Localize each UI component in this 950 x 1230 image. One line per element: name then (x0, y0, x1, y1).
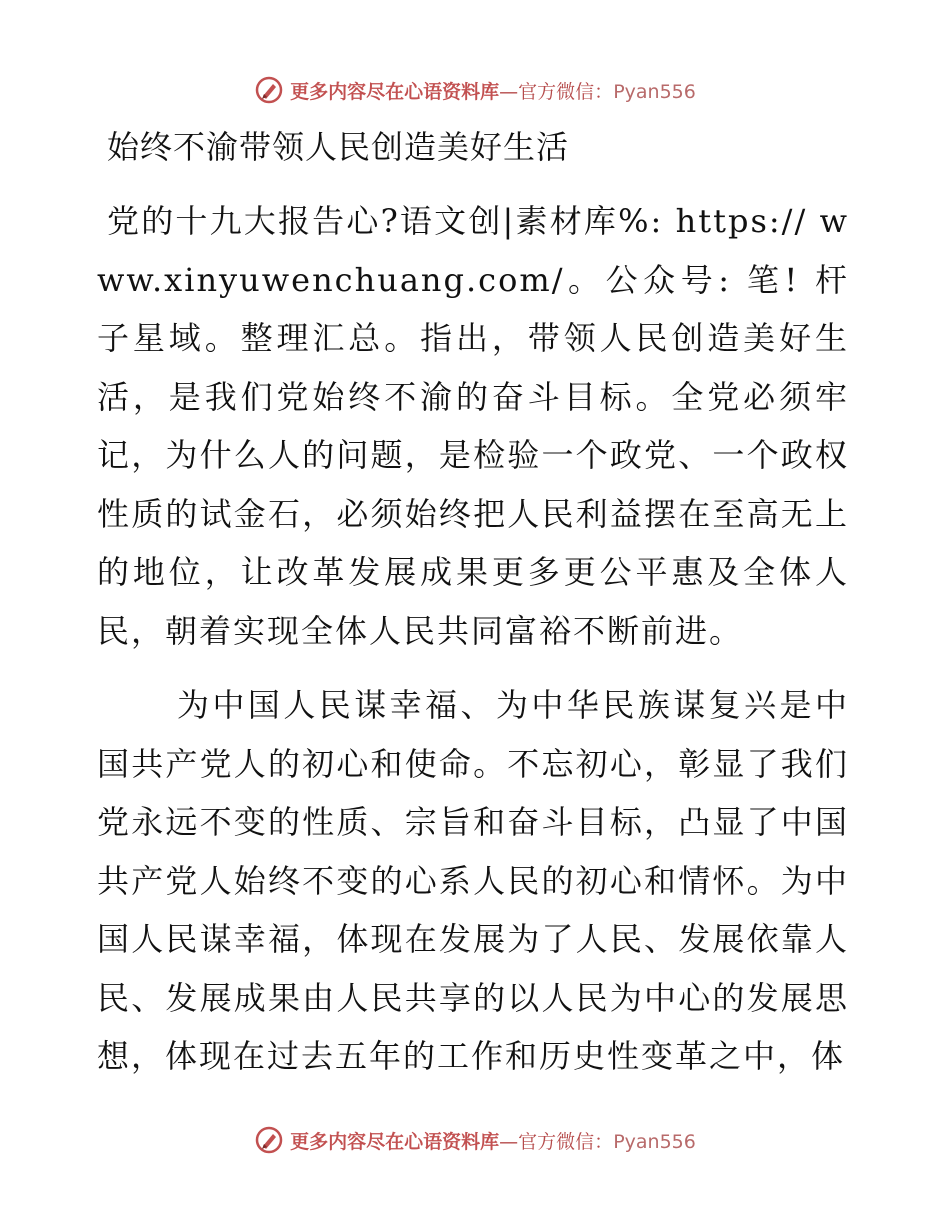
header-watermark-text: 更多内容尽在心语资料库—官方微信：Pyan556 (290, 80, 696, 103)
paragraph-2: 为中国人民谋幸福、为中华民族谋复兴是中国共产党人的初心和使命。不忘初心，彰显了我们党永远不变的性质、宗旨和奋斗目标，凸显了中国共产党人始终不变的心系人民的初心和情怀。为中国人民谋幸福，体现在发展为了人民、发展依靠人民、发展成果由人民共享的以人民为中心的发展思想，体现在过去五年的工作和历史性变革之中，体 (97, 686, 849, 1075)
pen-logo-icon (254, 75, 284, 105)
footer-watermark-text: 更多内容尽在心语资料库—官方微信：Pyan556 (290, 1130, 696, 1153)
paragraph-1: 党的十九大报告心?语文创|素材库%: https:// www.xinyuwenchuang.com/。公众号: 笔! 杆子星域。整理汇总。指出，带领人民创造美好生活，是我们党始终不渝的奋斗目标。全党必须牢记，为什么人的问题，是检验一个政党、一个政权性质的试金石，必须始终把人民利益摆在至高无上的地位，让改革发展成果更多更公平惠及全体人民，朝着实现全体人民共同富裕不断前进。 (97, 202, 849, 650)
document-title: 始终不渝带领人民创造美好生活 (107, 128, 570, 166)
pen-logo-icon (254, 1125, 284, 1155)
header-watermark-banner (0, 70, 950, 110)
footer-watermark-banner (0, 1120, 950, 1160)
